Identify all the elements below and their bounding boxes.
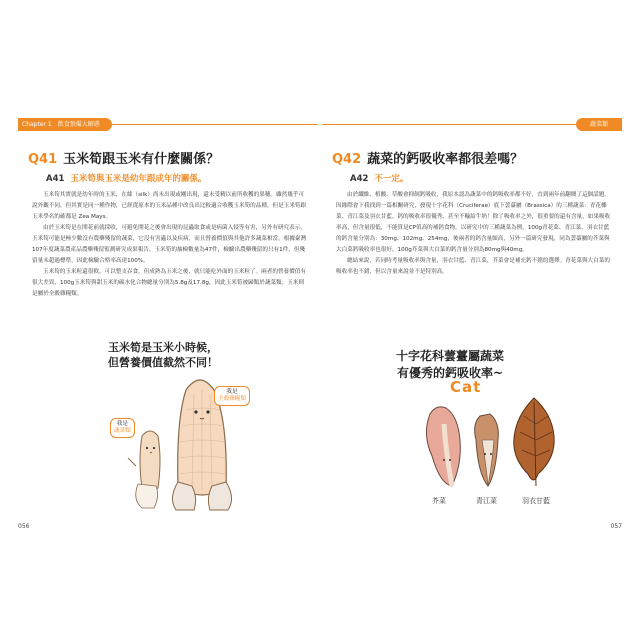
illustration-caption	[396, 348, 504, 382]
paragraph: 由於玉米筍是在開花前就採收，可避免開花之後會出現的昆蟲取食或是病菌入侵等有害，另外有研究表示，玉米筍可能是極少數沒有農藥殘留的蔬菜，它沒有害蟲以及疾病，而且營養價值與其他許多蔬菜相當。根據臺灣107年度蔬菜農產品農藥殘留監測研究成果報告，玉米筍的抽檢數量為47件，檢驗出農藥殘留的只有1件，但殘留量未超過標準，因此檢驗合格率高達100%。	[32, 225, 307, 264]
question-number: Q42	[332, 152, 362, 167]
chapter-rule	[112, 124, 318, 125]
answer-text: 不一定。	[374, 174, 409, 184]
bubble-line: 全穀雜糧類	[218, 396, 246, 402]
vegetable-illustration	[416, 394, 566, 494]
caption-line: 玉米筍是玉米小時候，	[108, 341, 218, 354]
question-title	[28, 148, 219, 167]
veg-label-mustard: 芥菜	[432, 497, 446, 505]
answer-text: 玉米筍與玉米是幼年跟成年的關係。	[70, 174, 207, 184]
chapter-tab: Chapter 1 飲食預備大解惑	[18, 118, 112, 131]
page-number: 057	[610, 523, 622, 530]
paragraph: 玉米筍其實就是幼年時的玉米，在絲（silk）尚未出現或剛出現，還未受精以前所收穫的果穗。雖然幾乎可說外觀不同，但其實是同一種作物，已經從原本的玉米品種中改良出比較適合收穫玉米筍的品種，但是玉米筍跟玉米學名的確都是 Zea Mays。	[32, 192, 307, 220]
caption-line: 有優秀的鈣吸收率~	[396, 366, 504, 380]
body-text	[32, 190, 308, 300]
book-spread	[18, 118, 622, 528]
label-bubble-vegetable	[110, 418, 135, 438]
answer-number: A41	[46, 174, 65, 184]
section-tab: 蔬菜類	[576, 118, 622, 131]
question-text: 蔬菜的鈣吸收率都很差嗎？	[367, 152, 524, 167]
caption-line: 但營養價值截然不同！	[108, 356, 218, 369]
cat-text: Cat	[450, 378, 482, 396]
body-text	[336, 190, 612, 278]
paragraph: 玉米筍的玉米粒還很軟，可以整支吞食，但成熟為玉米之後，就只能吃外面的玉米粒了。兩者的營養價值有很大差異，100g玉米筍與甜玉米的碳水化合物總量分別為5.8g及17.8g，因此玉米筍被歸類於蔬菜類；玉米則是屬於全穀雜糧類。	[32, 269, 306, 297]
question-number: Q41	[28, 152, 58, 167]
label-bubble-grain	[214, 386, 250, 406]
page-number: 056	[18, 523, 30, 530]
right-page	[322, 118, 622, 528]
mustard-greens	[426, 407, 460, 486]
answer-line	[46, 172, 206, 184]
corn-illustration	[98, 370, 298, 518]
paragraph: 由於纖維、植酸、草酸會抑制鈣吸收，我原本認為蔬菜中的鈣吸收率都不好，直到兩年前翻閱了這個話題。因緣際會下我找到一篇相關研究，發現十字花科（Cruciferae）底下蕓薹屬（Brassica）的三種蔬菜：青花椰菜、青江菜及羽衣甘藍，鈣的吸收率很優秀，甚至不輸給牛奶！除了吸收率之外，很重要的還有含量，如果吸收率高，但含量很低，不能算是CP值高的補鈣食物。以研究中的三種蔬菜為例，100g青花菜、青江菜、羽衣甘藍的鈣含量分別為：30mg、102mg、254mg，後兩者的鈣含量頗高，另外一篇研究發現，同為蕓薹屬的芥菜與大白菜鈣吸收率也很好，100g芥菜與大白菜的鈣含量分別為80mg與40mg。	[336, 192, 611, 253]
paragraph: 總結來說，若同時考量吸收率與含量，羽衣甘藍、青江菜，芥菜會是補充鈣不錯的選擇。青花菜與大白菜的吸收率也不錯，但以含量來說並不是特別高。	[336, 258, 610, 275]
bubble-line: 蔬菜類	[114, 428, 131, 434]
illustration-caption	[108, 340, 218, 370]
answer-line	[350, 172, 408, 184]
bubble-line: 我是	[226, 389, 238, 395]
question-title	[332, 148, 523, 167]
veg-label-kale: 羽衣甘藍	[522, 497, 550, 505]
answer-number: A42	[350, 174, 369, 184]
section-rule	[322, 124, 576, 125]
bubble-line: 我是	[116, 421, 128, 427]
kale	[514, 398, 554, 486]
left-page	[18, 118, 318, 528]
bok-choy	[475, 414, 499, 486]
baby-corn-character	[128, 431, 160, 508]
caption-line: 十字花科蕓薹屬蔬菜	[396, 349, 505, 363]
question-text: 玉米筍跟玉米有什麼關係？	[63, 152, 220, 167]
veg-label-bokchoy: 青江菜	[476, 497, 497, 505]
